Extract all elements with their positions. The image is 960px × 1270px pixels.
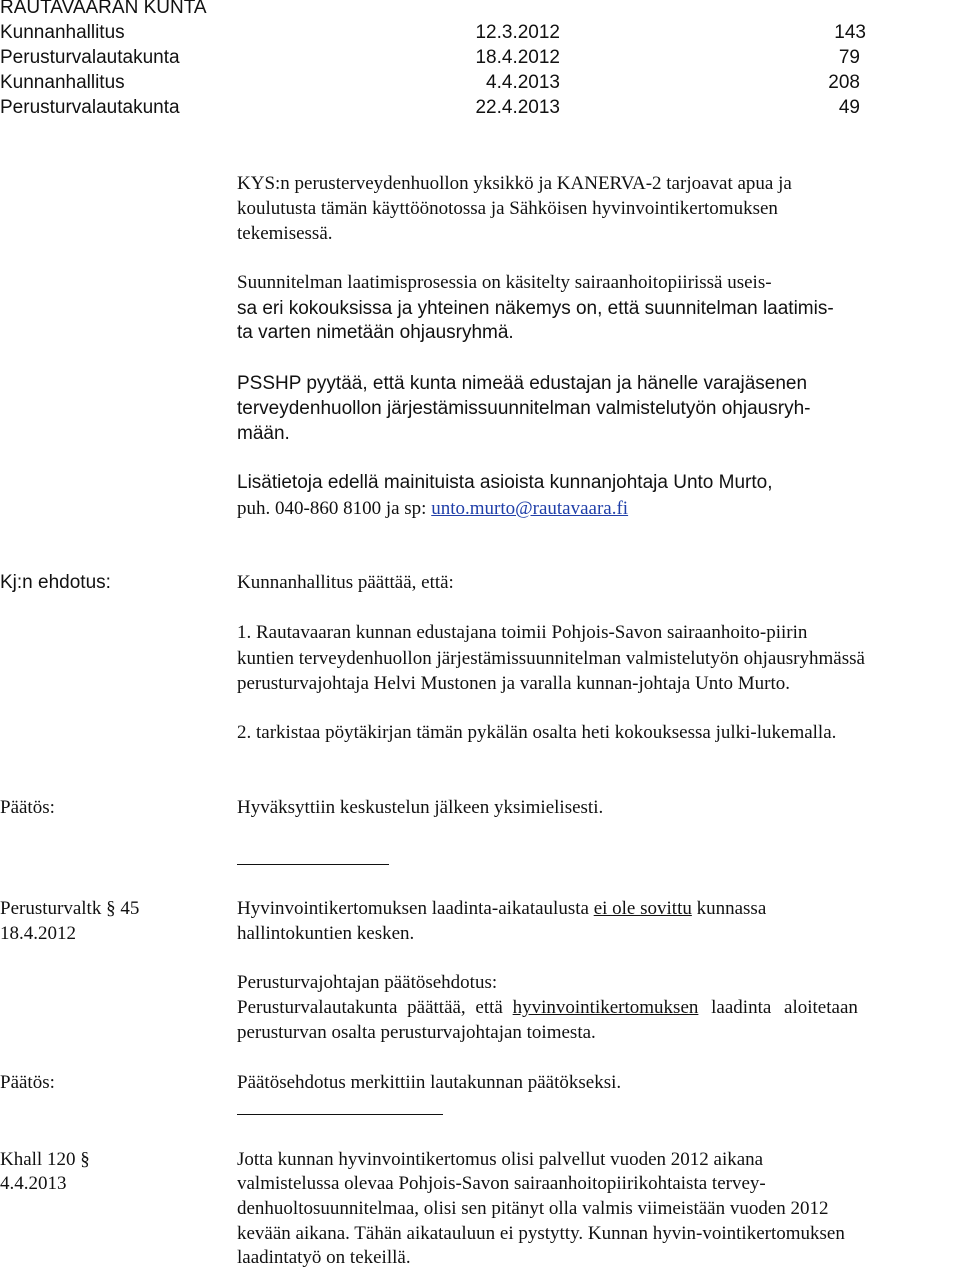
proposal-line: perusturvan osalta perusturvajohtajan toimesta. xyxy=(237,1022,596,1043)
proposal-label: Kj:n ehdotus: xyxy=(0,572,111,593)
paragraph-line: perusturvajohtaja Helvi Mustonen ja varalla kunnan-johtaja Unto Murto. xyxy=(237,673,790,694)
history-number: 79 xyxy=(838,47,860,68)
contact-info-line: Lisätietoja edellä mainituista asioista kunnanjohtaja Unto Murto, xyxy=(237,472,773,493)
section-reference: Perusturvaltk § 45 xyxy=(0,898,140,919)
proposal-lead: Kunnanhallitus päättää, että: xyxy=(237,572,454,593)
text-span: Hyvinvointikertomuksen laadinta-aikataulusta xyxy=(237,898,594,919)
section-date: 18.4.2012 xyxy=(0,923,76,944)
paragraph-line: kuntien terveydenhuollon järjestämissuunnitelman valmistelutyön ohjausryhmässä xyxy=(237,648,865,669)
decision-label: Päätös: xyxy=(0,1072,55,1093)
section-date: 4.4.2013 xyxy=(0,1173,67,1194)
paragraph-line: sa eri kokouksissa ja yhteinen näkemys on, että suunnitelman laatimis- xyxy=(237,298,834,319)
section-divider xyxy=(237,864,389,865)
decision-text: Hyväksyttiin keskustelun jälkeen yksimielisesti. xyxy=(237,797,604,818)
paragraph-line: ta varten nimetään ohjausryhmä. xyxy=(237,322,514,343)
history-date: 22.4.2013 xyxy=(475,97,560,118)
section-text-line: hallintokuntien kesken. xyxy=(237,923,415,944)
paragraph-line: Suunnitelman laatimisprosessia on käsitelty sairaanhoitopiirissä useis- xyxy=(237,272,772,293)
text-span: Perusturvalautakunta päättää, että xyxy=(237,997,513,1018)
contact-phone-line xyxy=(237,497,628,521)
paragraph-line: KYS:n perusterveydenhuollon yksikkö ja KANERVA-2 tarjoavat apua ja xyxy=(237,173,792,194)
phone-text: puh. 040-860 8100 ja sp: xyxy=(237,498,432,519)
email-link[interactable]: unto.murto@rautavaara.fi xyxy=(431,498,629,519)
paragraph-line: tekemisessä. xyxy=(237,223,333,244)
history-body: Perusturvalautakunta xyxy=(0,97,180,118)
decision-text: Päätösehdotus merkittiin lautakunnan päätökseksi. xyxy=(237,1072,622,1093)
history-body: Kunnanhallitus xyxy=(0,72,125,93)
paragraph-line: laadintatyö on tekeillä. xyxy=(237,1247,411,1268)
history-body: Perusturvalautakunta xyxy=(0,47,180,68)
decision-label: Päätös: xyxy=(0,797,55,818)
paragraph-line: terveydenhuollon järjestämissuunnitelman valmistelutyön ohjausryh- xyxy=(237,398,811,419)
history-number: 143 xyxy=(834,22,866,43)
section-reference: Khall 120 § xyxy=(0,1149,90,1170)
paragraph-line: denhuoltosuunnitelmaa, olisi sen pitänyt olla valmis viimeistään vuoden 2012 xyxy=(237,1198,829,1219)
underlined-text: ei ole sovittu xyxy=(593,898,692,919)
paragraph-line: kevään aikana. Tähän aikatauluun ei pystytty. Kunnan hyvin-vointikertomuksen xyxy=(237,1223,845,1244)
section-divider xyxy=(237,1114,443,1115)
text-span: laadinta aloitetaan xyxy=(698,997,858,1018)
section-text-line xyxy=(237,897,766,921)
proposal-line xyxy=(237,996,957,1020)
proposal-item-2: 2. tarkistaa pöytäkirjan tämän pykälän osalta heti kokouksessa julki-lukemalla. xyxy=(237,722,837,743)
municipality-name: RAUTAVAARAN KUNTA xyxy=(0,0,207,18)
history-date: 4.4.2013 xyxy=(486,72,560,93)
paragraph-line: valmistelussa olevaa Pohjois-Savon sairaanhoitopiirikohtaista tervey- xyxy=(237,1173,766,1194)
proposal-heading: Perusturvajohtajan päätösehdotus: xyxy=(237,972,498,993)
paragraph-line: PSSHP pyytää, että kunta nimeää edustajan ja hänelle varajäsenen xyxy=(237,373,808,394)
paragraph-line: 1. Rautavaaran kunnan edustajana toimii Pohjois-Savon sairaanhoito-piirin xyxy=(237,622,808,643)
paragraph-line: koulutusta tämän käyttöönotossa ja Sähköisen hyvinvointikertomuksen xyxy=(237,198,778,219)
underlined-text: hyvinvointikertomuksen xyxy=(512,997,699,1018)
history-number: 49 xyxy=(838,97,860,118)
history-date: 12.3.2012 xyxy=(475,22,560,43)
paragraph-line: mään. xyxy=(237,423,290,444)
history-body: Kunnanhallitus xyxy=(0,22,125,43)
history-date: 18.4.2012 xyxy=(475,47,560,68)
text-span: kunnassa xyxy=(691,898,767,919)
paragraph-line: Jotta kunnan hyvinvointikertomus olisi palvellut vuoden 2012 aikana xyxy=(237,1149,764,1170)
history-number: 208 xyxy=(828,72,860,93)
